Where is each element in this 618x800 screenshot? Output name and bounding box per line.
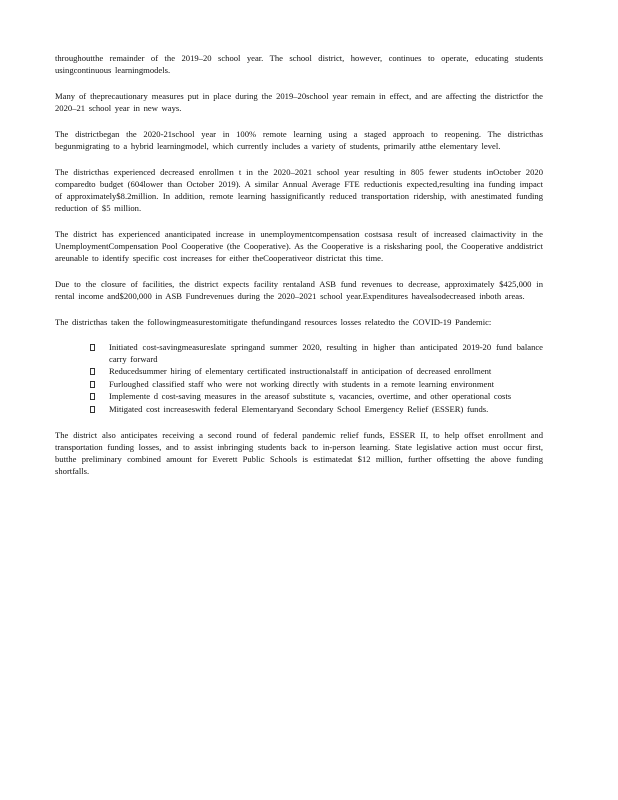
list-item	[90, 404, 543, 416]
body-text	[55, 52, 543, 491]
list-item	[90, 391, 543, 403]
list-item-text: Implemente d cost-saving measures in the areasof substitute s, vacancies, overtime, and other operational costs	[109, 391, 512, 401]
bullet-box-icon	[90, 368, 95, 375]
bullet-box-icon	[90, 381, 95, 388]
paragraph-remote-learning: The districtbegan the 2020-21school year in 100% remote learning using a staged approach to reopening. The districthas begunmigrating to a hybrid learningmodel, which currently includes a variety of students, primarily atthe elementary level.	[55, 129, 543, 151]
bullet-box-icon	[90, 344, 95, 351]
list-item-text: Initiated cost-savingmeasureslate springand summer 2020, resulting in higher than anticipated 2019-20 fund balance carry forward	[109, 342, 543, 364]
mitigation-measures-list	[55, 342, 543, 415]
list-item	[90, 379, 543, 391]
paragraph-precautionary-measures: Many of theprecautionary measures put in place during the 2019–20school year remain in effect, and are affecting the districtfor the 2020–21 school year in new ways.	[55, 91, 543, 113]
bullet-box-icon	[90, 393, 95, 400]
bullet-box-icon	[90, 406, 95, 413]
list-item-text: Furloughed classified staff who were not working directly with students in a remote learning environment	[109, 378, 495, 389]
paragraph-esser-ii: The district also anticipates receiving a second round of federal pandemic relief funds, ESSER II, to help offset enrollment and transportation funding losses, and to assist inbringing students back to in-person learning. State legislative action must occur first, butthe preliminary combined amount for Everett Public Schools is estimatedat $12 million, further offsetting the above funding shortfalls.	[55, 430, 543, 476]
list-item-text: Mitigated cost increaseswith federal Elementaryand Secondary School Emergency Relief (ESSER) funds.	[109, 403, 489, 414]
paragraph-enrollment-decrease: The districthas experienced decreased enrollmen t in the 2020–2021 school year resulting in 805 fewer students inOctober 2020 comparedto budget (604lower than October 2019). A similar Annual Average FTE reductionis expected,resulting ina funding impact of approximately$8.2million. In addition, remote learning hassignificantly reduced transportation ridership, with anestimated funding reduction of $5 million.	[55, 167, 543, 213]
paragraph-unemployment-compensation: The district has experienced ananticipated increase in unemploymentcompensation costsasa result of increased claimactivity in the UnemploymentCompensation Pool Cooperative (the Cooperative). As the Cooperative is a risksharing pool, the Cooperative anddistrict areunable to identify specific cost increases for either theCooperativeor districtat this time.	[55, 229, 543, 263]
list-item	[90, 366, 543, 378]
list-item-text: Reducedsummer hiring of elementary certificated instructionalstaff in anticipation of decreased enrollment	[109, 366, 492, 376]
paragraph-facility-closure: Due to the closure of facilities, the district expects facility rentaland ASB fund revenues to decrease, approximately $425,000 in rental income and$200,000 in ASB Fundrevenues during the 2020–2021 school year.Expenditures havealsodecreased inboth areas.	[55, 279, 543, 301]
paragraph-school-year-continuation: throughoutthe remainder of the 2019–20 school year. The school district, however, continues to operate, educating students usingcontinuous learningmodels.	[55, 53, 543, 75]
paragraph-mitigation-intro: The districthas taken the followingmeasurestomitigate thefundingand resources losses relatedto the COVID-19 Pandemic:	[55, 317, 492, 327]
list-item	[90, 342, 543, 365]
